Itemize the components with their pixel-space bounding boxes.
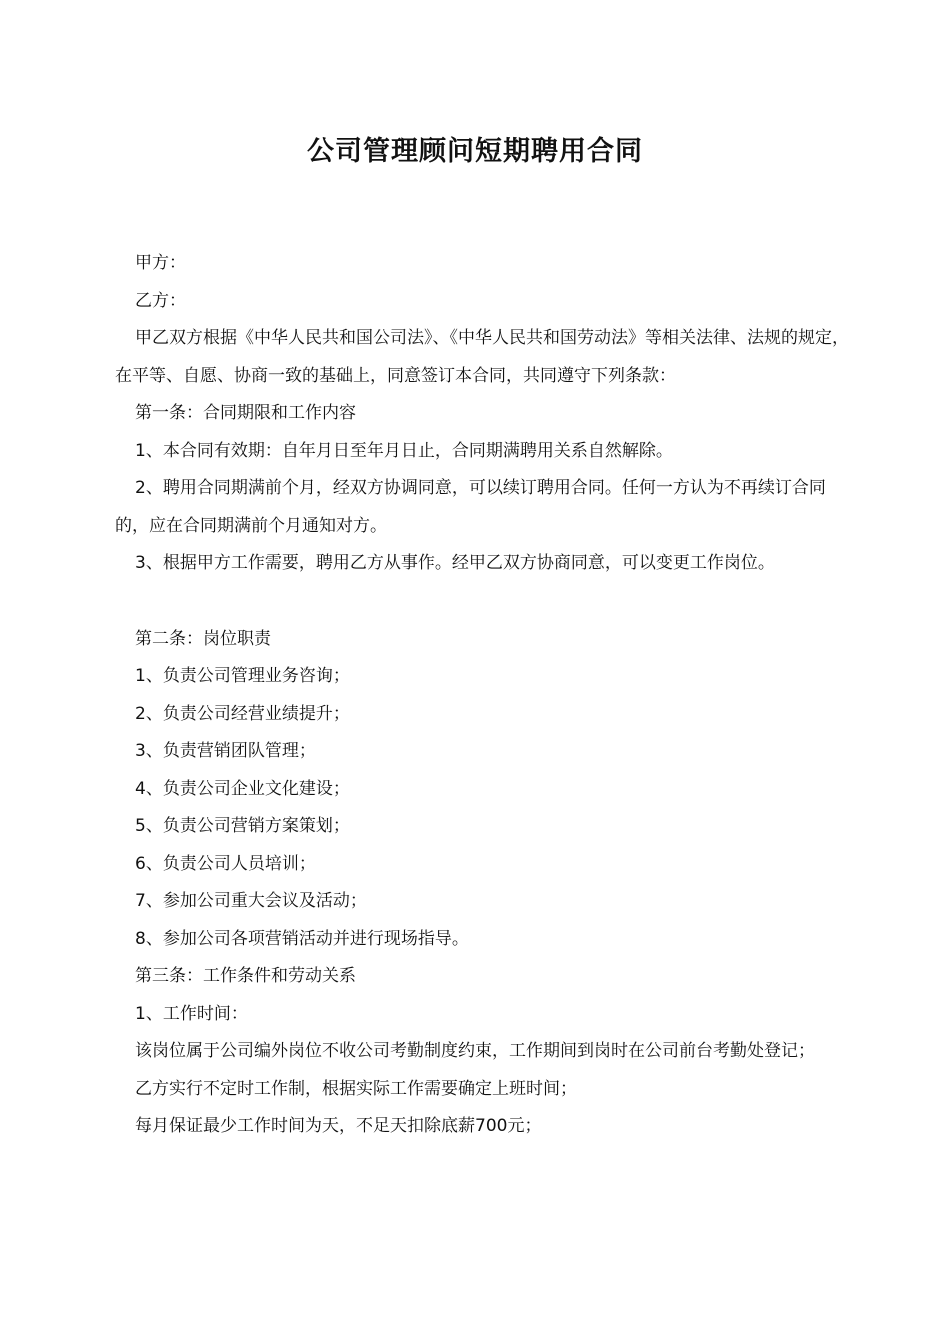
article-2-item-7: 7、参加公司重大会议及活动； — [135, 891, 367, 911]
article-2-item-4: 4、负责公司企业文化建设； — [135, 778, 350, 799]
article-2-item-2: 2、负责公司经营业绩提升； — [135, 703, 350, 724]
article-3-minimum-time-paragraph: 每月保证最少工作时间为天，不足天扣除底薪700元； — [135, 1116, 542, 1136]
article-2-item-6: 6、负责公司人员培训； — [135, 853, 316, 874]
article-2-item-8: 8、参加公司各项营销活动并进行现场指导。 — [135, 928, 469, 949]
preamble-paragraph: 甲乙双方根据《中华人民共和国公司法》、《中华人民共和国劳动法》等相关法律、法规的规定，在平等、自愿、协商一致的基础上，同意签订本合同，共同遵守下列条款： — [115, 328, 849, 386]
article-2-heading: 第二条：岗位职责 — [135, 628, 271, 649]
article-2-item-5: 5、负责公司营销方案策划； — [135, 816, 350, 836]
article-3-heading: 第三条：工作条件和劳动关系 — [135, 966, 356, 986]
party-a-line: 甲方： — [135, 253, 186, 273]
article-1-item-1: 1、本合同有效期：自年月日至年月日止，合同期满聘用关系自然解除。 — [135, 440, 673, 461]
article-3-attendance-paragraph: 该岗位属于公司编外岗位不收公司考勤制度约束，工作期间到岗时在公司前台考勤处登记； — [135, 1041, 815, 1061]
article-2-item-3: 3、负责营销团队管理； — [135, 741, 316, 761]
article-1-item-3: 3、根据甲方工作需要，聘用乙方从事作。经甲乙双方协商同意，可以变更工作岗位。 — [135, 553, 775, 573]
article-2-item-1: 1、负责公司管理业务咨询； — [135, 666, 350, 686]
article-3-schedule-paragraph: 乙方实行不定时工作制，根据实际工作需要确定上班时间； — [135, 1078, 577, 1099]
party-b-line: 乙方： — [135, 290, 186, 311]
article-1-heading: 第一条：合同期限和工作内容 — [135, 403, 356, 423]
article-3-item-1: 1、工作时间： — [135, 1003, 248, 1024]
document-title: 公司管理顾问短期聘用合同 — [307, 136, 643, 167]
document-body — [115, 245, 855, 1146]
article-1-item-2: 2、聘用合同期满前个月，经双方协调同意，可以续订聘用合同。任何一方认为不再续订合同的，应在合同期满前个月通知对方。 — [115, 478, 826, 536]
